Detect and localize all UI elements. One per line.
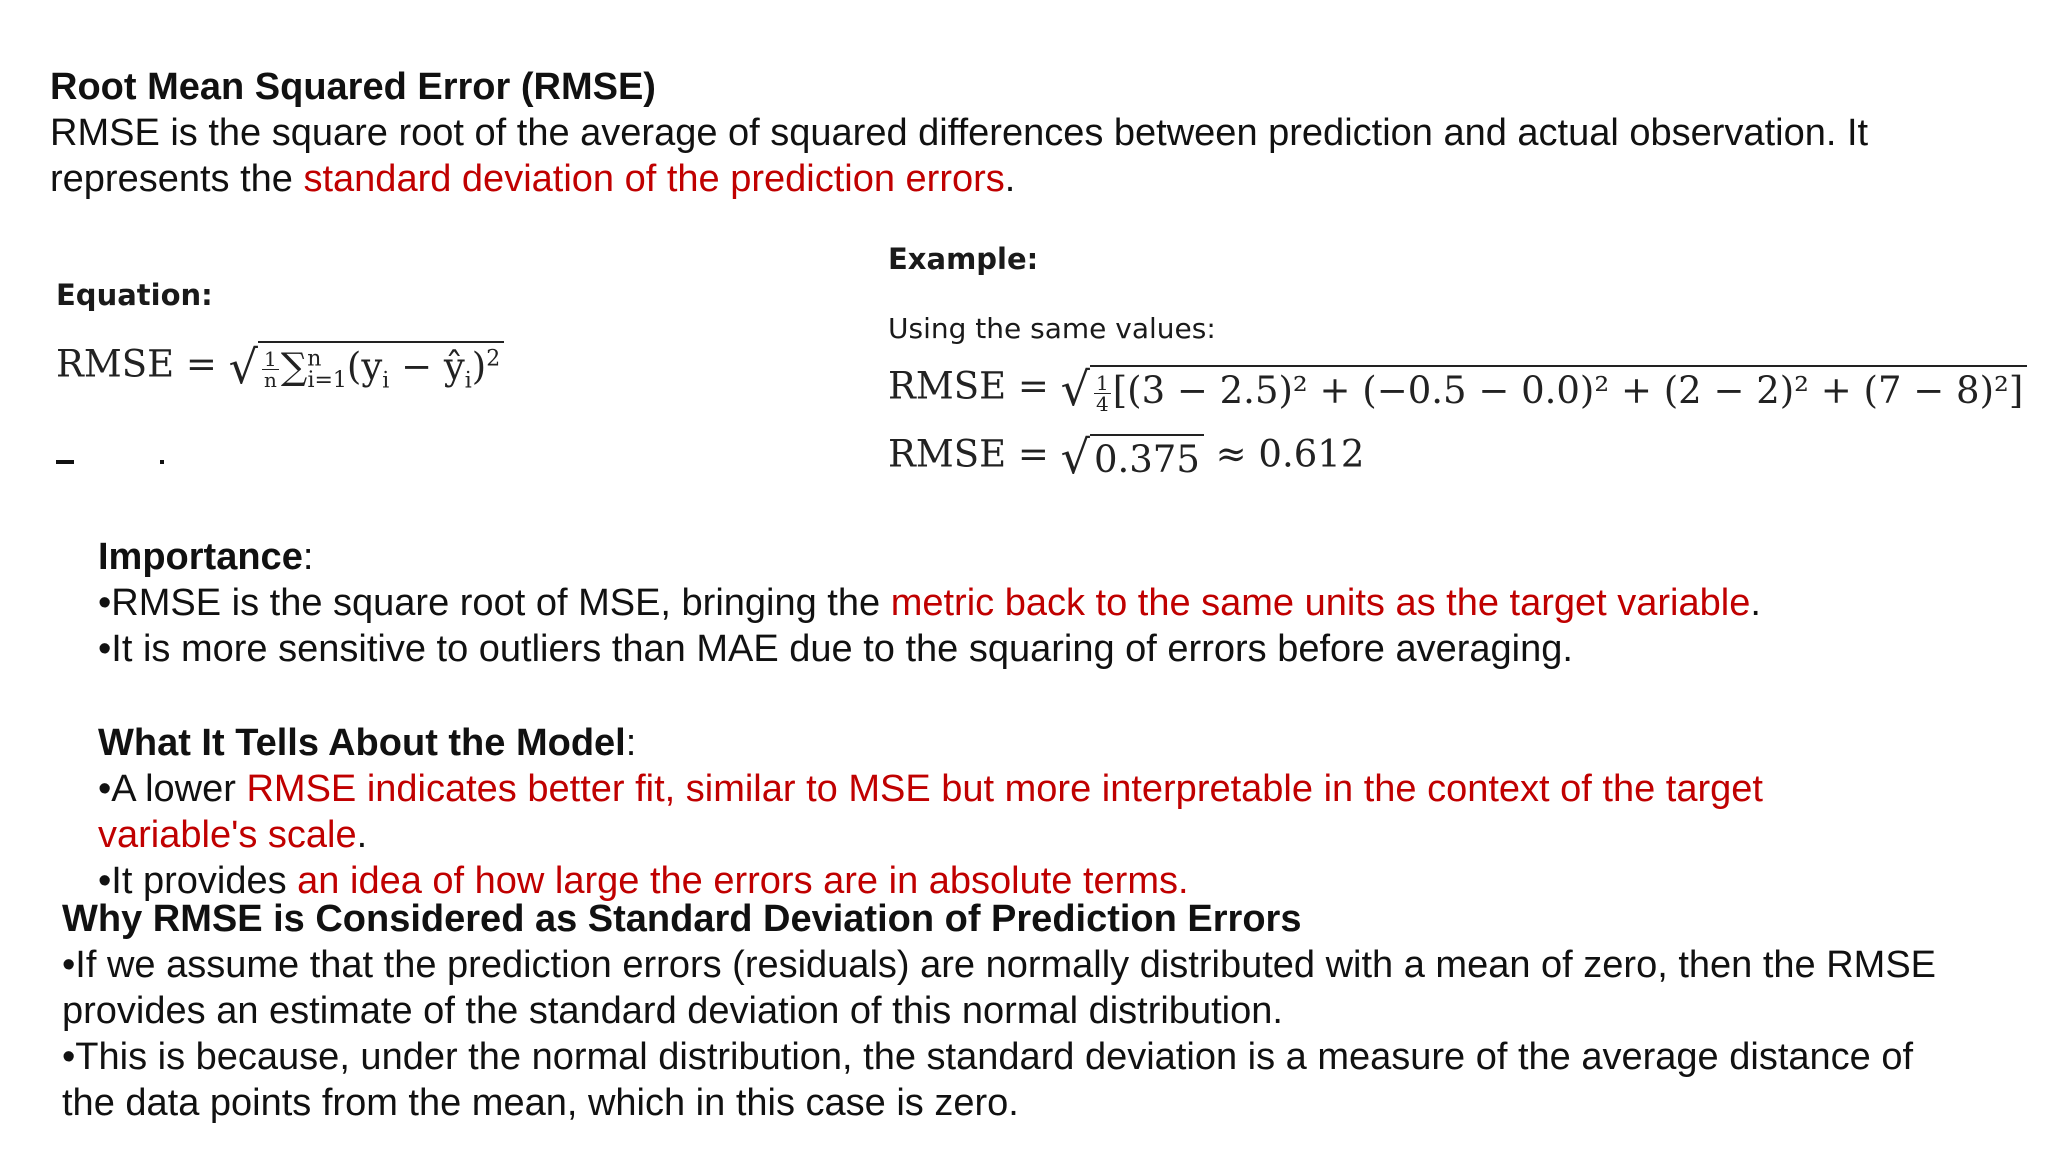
tells-bullet-1: •A lower RMSE indicates better fit, similar to MSE but more interpretable in the context of the target xyxy=(98,768,1763,810)
tells-section xyxy=(98,720,1763,904)
highlight-text: metric back to the same units as the target variable xyxy=(890,582,1751,624)
example-label: Example: xyxy=(888,242,1039,276)
why-bullet-2-line1: •This is because, under the normal distribution, the standard deviation is a measure of the average distance of xyxy=(62,1036,1914,1078)
crop-artifact xyxy=(160,460,164,464)
crop-artifact xyxy=(56,460,74,464)
sqrt-icon: √ xyxy=(1060,430,1090,484)
why-bullet-1-line1: •If we assume that the prediction errors (residuals) are normally distributed with a mean of zero, then the RMSE xyxy=(62,944,1937,986)
example-formula-2: RMSE = √ 0.375 ≈ 0.612 xyxy=(888,430,1365,484)
tells-bullet-2: •It provides an idea of how large the errors are in absolute terms. xyxy=(98,860,1189,902)
rmse-description-line2: represents the standard deviation of the prediction errors. xyxy=(50,158,1016,200)
highlight-text: standard deviation of the prediction errors xyxy=(303,158,1005,200)
rmse-section xyxy=(50,64,1868,202)
rmse-description-line1: RMSE is the square root of the average of squared differences between prediction and actual observation. It xyxy=(50,112,1869,154)
tells-heading: What It Tells About the Model: xyxy=(98,722,637,764)
example-formula-1: RMSE = √ $\frac{1}{4}$ [(3 − 2.5)² + (−0.5 − 0.0)² + (2 − 2)² + (7 − 8)²] xyxy=(888,362,2027,416)
importance-section xyxy=(98,534,1761,672)
equation-label: Equation: xyxy=(56,278,213,312)
highlight-text: variable's scale xyxy=(98,814,357,856)
importance-bullet-1: •RMSE is the square root of MSE, bringing the metric back to the same units as the target variable. xyxy=(98,582,1761,624)
highlight-text: RMSE indicates better fit, similar to MSE but more interpretable in the context of the target xyxy=(246,768,1763,810)
why-bullet-2-line2: the data points from the mean, which in this case is zero. xyxy=(62,1082,1019,1124)
equation-formula: RMSE = √ $\frac{1}{n}$ $\sum^n_{i=1}(y_i$ − $ŷ_i)^2$ xyxy=(56,340,504,394)
tells-bullet-1-cont: variable's scale. xyxy=(98,814,368,856)
why-heading: Why RMSE is Considered as Standard Deviation of Prediction Errors xyxy=(62,898,1302,940)
sqrt-icon: √ xyxy=(1060,362,1090,416)
why-section xyxy=(62,896,1936,1126)
highlight-text: an idea of how large the errors are in absolute terms. xyxy=(297,860,1189,902)
example-subtitle: Using the same values: xyxy=(888,312,1216,345)
importance-heading: Importance: xyxy=(98,536,314,578)
importance-bullet-2: •It is more sensitive to outliers than MAE due to the squaring of errors before averaging. xyxy=(98,628,1573,670)
sqrt-icon: √ xyxy=(228,340,258,394)
why-bullet-1-line2: provides an estimate of the standard deviation of this normal distribution. xyxy=(62,990,1283,1032)
rmse-title: Root Mean Squared Error (RMSE) xyxy=(50,66,656,108)
